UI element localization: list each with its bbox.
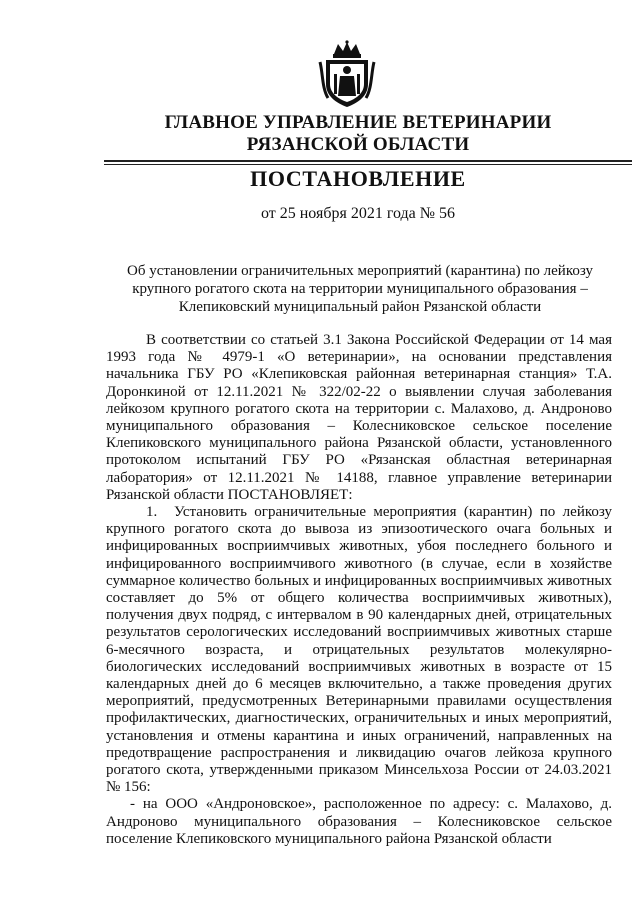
- document-type-title: ПОСТАНОВЛЕНИЕ: [250, 166, 466, 191]
- clause-number: 1.: [146, 504, 158, 521]
- subject-line: крупного рогатого скота на территории муниципального образования –: [132, 281, 588, 297]
- preamble-paragraph: В соответствии со статьей 3.1 Закона Российской Федерации от 14 мая 1993 года № 4979-1 «О ветеринарии», на основании представления начальника ГБУ РО «Клепиковская районная ветеринарная станция» Т.А. Доронкиной от 12.11.2021 № 322/02-22 о выявлении случая заболевания лейкозом крупного рогатого скота на территории с. Малахово, д. Андроново муниципального образования – Колесниковское сельское поселение Клепиковского муниципального района Рязанской области, установленного протоколом испытаний ГБУ РО «Рязанская областная ветеринарная лаборатория» от 12.11.2021 № 14188, главное управление ветеринарии Рязанской области ПОСТАНОВЛЯЕТ:: [106, 332, 612, 503]
- document-date-number: от 25 ноября 2021 года № 56: [260, 205, 456, 222]
- clause-text: Установить ограничительные мероприятия (карантин) по лейкозу крупного рогатого скота до вывоза из эпизоотического очага больных и инфицированных восприимчивых животных, убоя последнего больного и инфицированного восприимчивого животного (в случае, если в хозяйстве суммарное количество больных и инфицированных восприимчивых животных составляет до 5% от общего количества восприимчивых животных), получения двух подряд, с интервалом в 90 календарных дней, отрицательных результатов серологических исследований восприимчивых животных старше 6-месячного возраста, и отрицательных результатов молекулярно-биологических исследований восприимчивых животных в возрасте от 15 календарных дней до 6 месяцев включительно, а также проведения других мероприятий, предусмотренных Ветеринарными правилами осуществления профилактических, диагностических, ограничительных и иных мероприятий, установления и отмены карантина и иных ограничений, направленных на предотвращение распространения и ликвидацию очагов лейкоза крупного рогатого скота, утвержденными приказом Минсельхоза России от 24.03.2021 № 156:: [106, 504, 612, 796]
- clause-1-paragraph: [106, 504, 612, 796]
- header-divider-thin: [104, 164, 632, 165]
- subject-line: Клепиковский муниципальный район Рязанской области: [178, 299, 542, 315]
- sub-clause-paragraph: - на ООО «Андроновское», расположенное по адресу: с. Малахово, д. Андроново муниципального образования – Колесниковское сельское поселение Клепиковского муниципального района Рязанской области: [106, 796, 612, 847]
- organization-name-line1: ГЛАВНОЕ УПРАВЛЕНИЕ ВЕТЕРИНАРИИ: [164, 112, 552, 133]
- header-divider-thick: [104, 160, 632, 162]
- organization-name-line2: РЯЗАНСКОЙ ОБЛАСТИ: [246, 134, 470, 155]
- document-body: [106, 332, 612, 848]
- subject-line: Об установлении ограничительных мероприятий (карантина) по лейкозу: [127, 263, 593, 279]
- document-subject: [112, 262, 608, 316]
- coat-of-arms-icon: [318, 40, 376, 108]
